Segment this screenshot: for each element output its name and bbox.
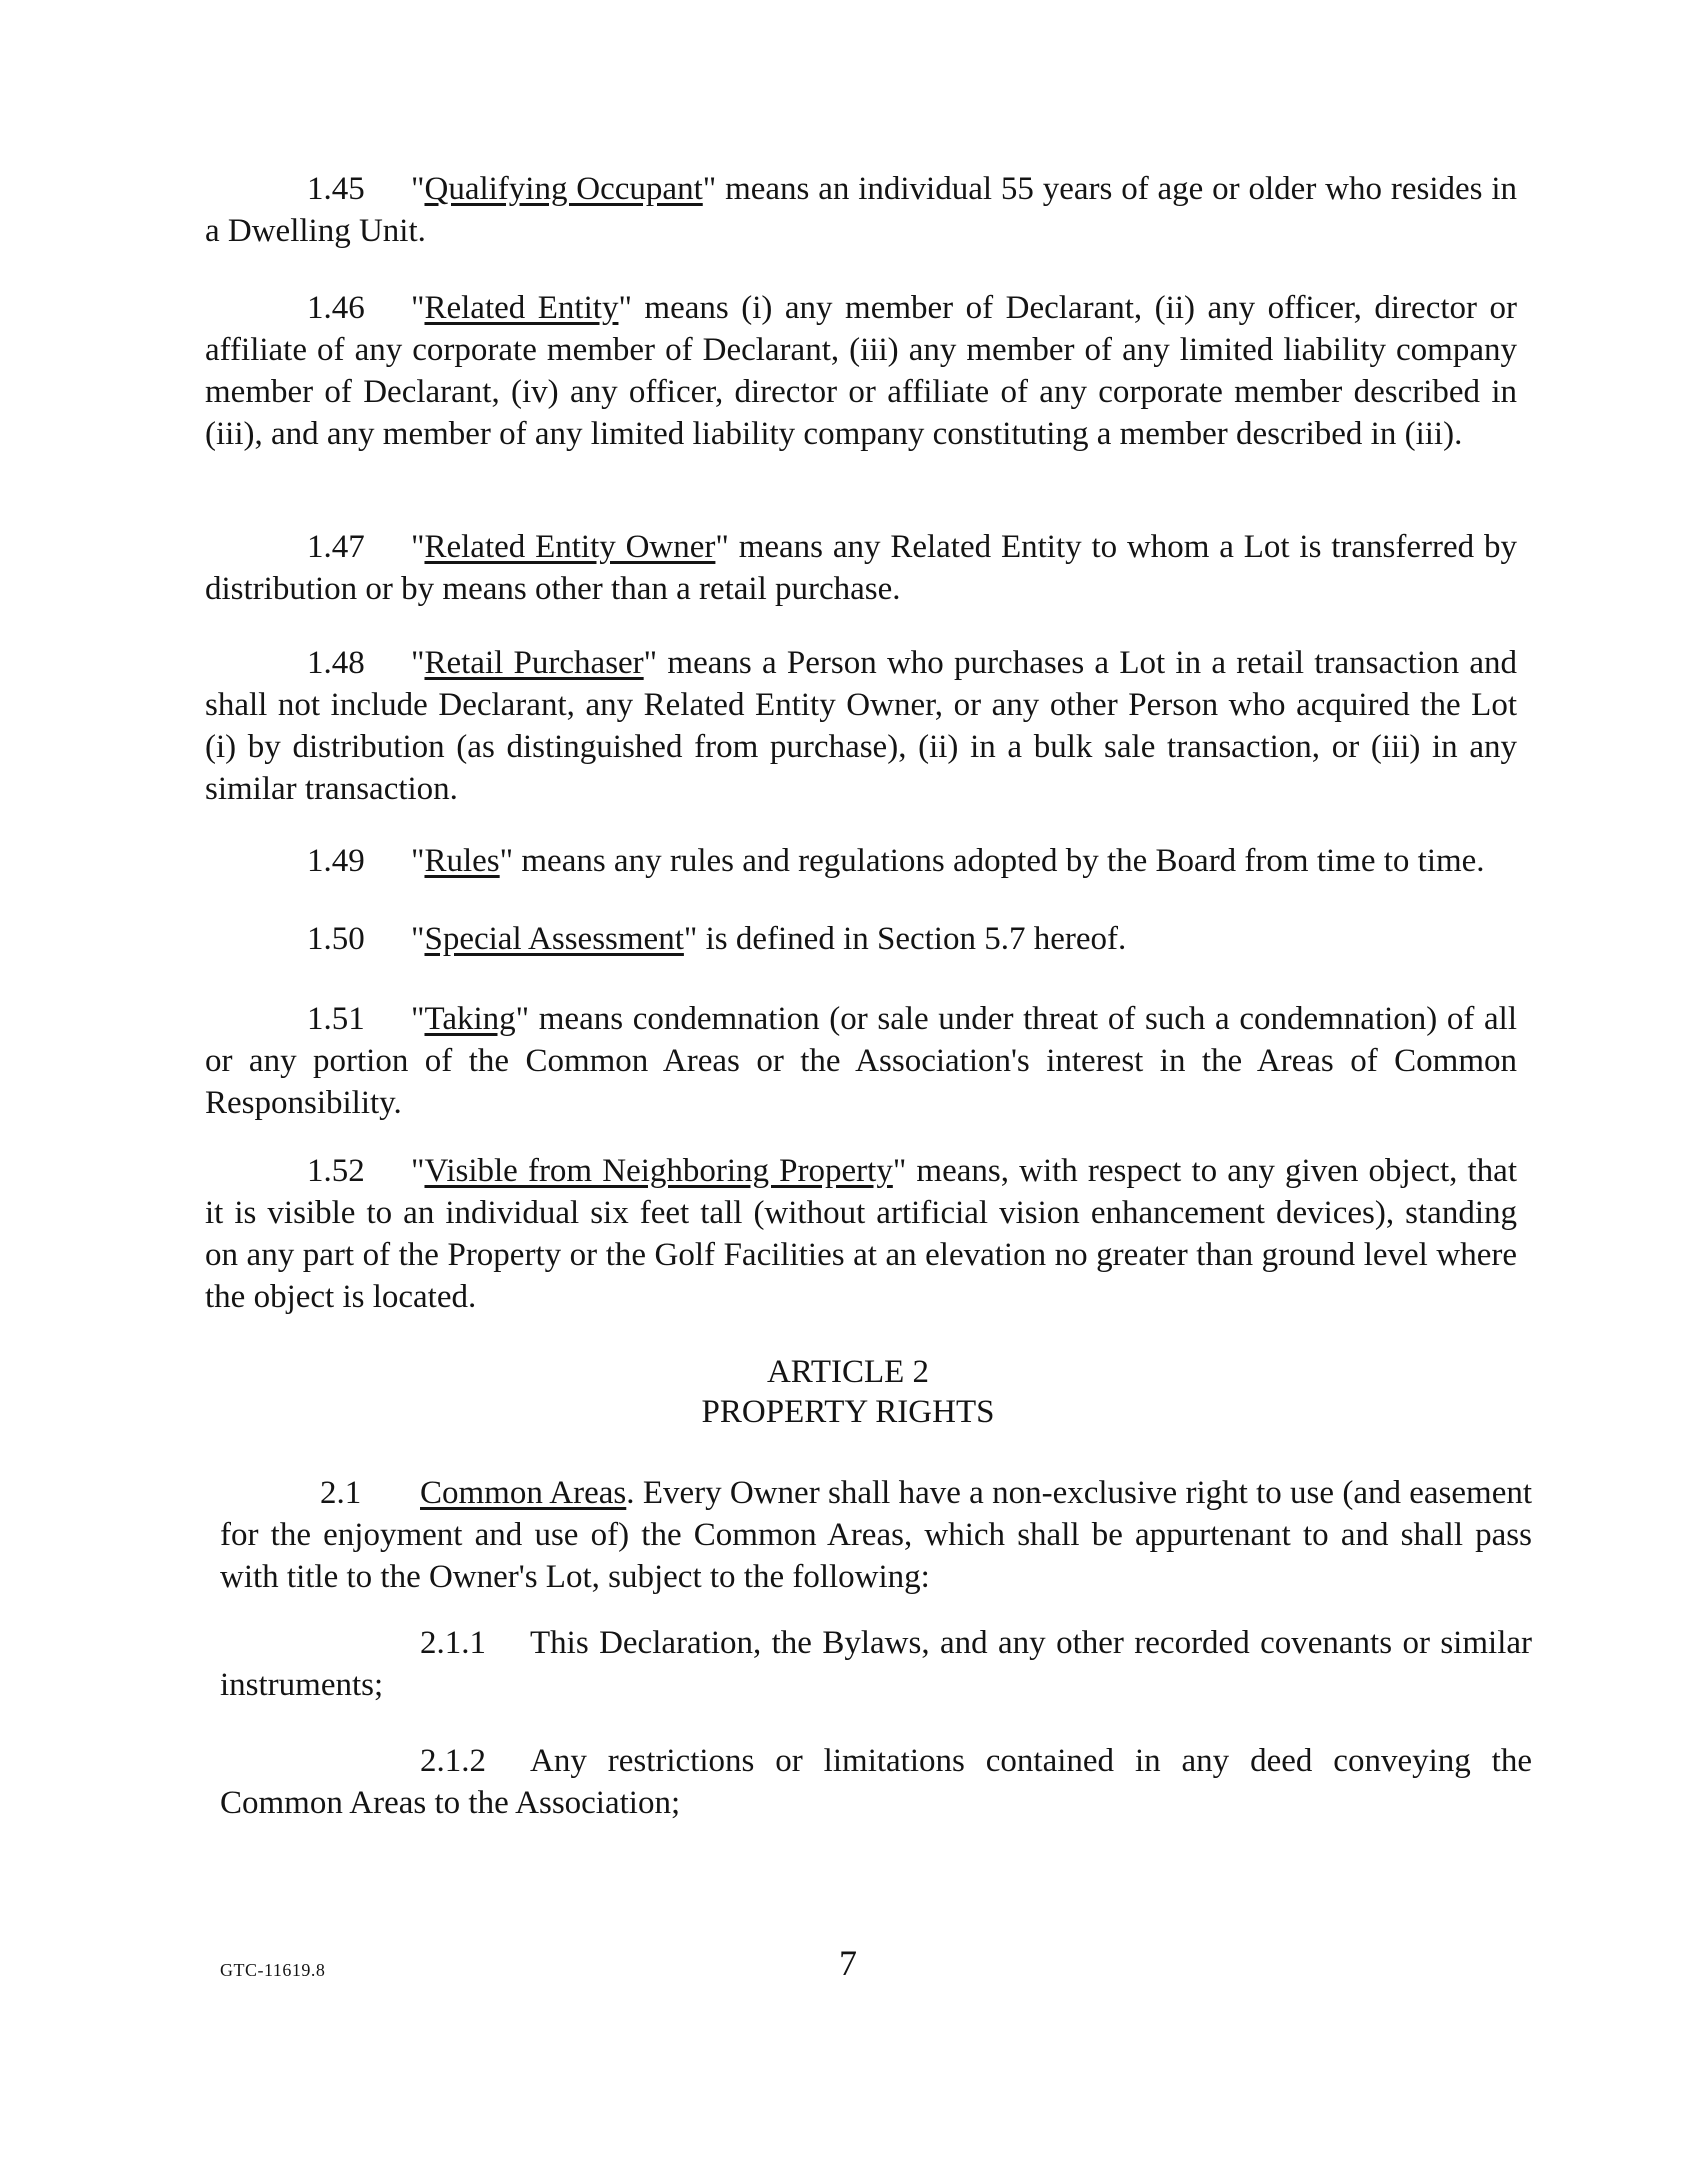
section-number: 1.51 <box>307 1001 365 1037</box>
page-number: 7 <box>839 1943 857 1983</box>
definition-text: " means any rules and regulations adopted by the Board from time to time. <box>499 843 1485 879</box>
defined-term: Special Assessment <box>424 921 684 957</box>
defined-term: Rules <box>424 843 500 879</box>
open-quote: " <box>411 171 425 207</box>
defined-term: Qualifying Occupant <box>424 171 703 207</box>
section-2-1 <box>220 1472 1532 1598</box>
definition-1-49 <box>205 840 1517 882</box>
article-title: PROPERTY RIGHTS <box>701 1394 995 1430</box>
subsection-text: Any restrictions or limitations contained in any deed conveying the Common Areas to the Association; <box>220 1743 1532 1821</box>
open-quote: " <box>411 1001 425 1037</box>
section-number: 1.48 <box>307 645 365 681</box>
defined-term: Related Entity <box>424 290 619 326</box>
section-heading: Common Areas <box>420 1475 627 1511</box>
section-number: 1.52 <box>307 1153 365 1189</box>
open-quote: " <box>411 921 425 957</box>
defined-term: Visible from Neighboring Property <box>424 1153 893 1189</box>
definition-text: " is defined in Section 5.7 hereof. <box>683 921 1127 957</box>
definition-text: " means an individual 55 years of age or older who resides in a Dwelling Unit. <box>205 171 1517 249</box>
subsection-number: 2.1.1 <box>420 1625 486 1661</box>
section-text: . Every Owner shall have a non-exclusive right to use (and easement for the enjoyment and use of) the Common Areas, which shall be appurtenant to and shall pass with title to the Owner's Lot, subject to the following: <box>220 1475 1533 1595</box>
definition-text: " means a Person who purchases a Lot in a retail transaction and shall not include Declarant, any Related Entity Owner, or any other Person who acquired the Lot (i) by distribution (as distinguished from purchase), (ii) in a bulk sale transaction, or (iii) in any similar transaction. <box>205 645 1517 807</box>
section-number: 1.49 <box>307 843 365 879</box>
section-number: 1.47 <box>307 529 365 565</box>
definition-text: " means any Related Entity to whom a Lot is transferred by distribution or by means other than a retail purchase. <box>205 529 1517 607</box>
section-number: 1.45 <box>307 171 365 207</box>
section-number: 2.1 <box>320 1475 362 1511</box>
definition-1-45 <box>205 168 1517 252</box>
definition-text: " means condemnation (or sale under threat of such a condemnation) of all or any portion of the Common Areas or the Association's interest in the Areas of Common Responsibility. <box>205 1001 1517 1121</box>
open-quote: " <box>411 529 425 565</box>
definition-1-52 <box>205 1150 1517 1318</box>
open-quote: " <box>411 290 425 326</box>
open-quote: " <box>411 843 425 879</box>
defined-term: Related Entity Owner <box>424 529 716 565</box>
open-quote: " <box>411 645 425 681</box>
subsection-2-1-2 <box>220 1740 1532 1824</box>
section-number: 1.46 <box>307 290 365 326</box>
article-heading: ARTICLE 2 <box>766 1354 930 1390</box>
subsection-text: This Declaration, the Bylaws, and any other recorded covenants or similar instruments; <box>220 1625 1532 1703</box>
document-code: GTC-11619.8 <box>220 1960 326 1980</box>
definition-1-48 <box>205 642 1517 810</box>
open-quote: " <box>411 1153 425 1189</box>
subsection-2-1-1 <box>220 1622 1532 1706</box>
subsection-number: 2.1.2 <box>420 1743 486 1779</box>
defined-term: Taking <box>424 1001 516 1037</box>
section-number: 1.50 <box>307 921 365 957</box>
definition-1-50 <box>205 918 1517 960</box>
definition-1-47 <box>205 526 1517 610</box>
definition-text: " means (i) any member of Declarant, (ii) any officer, director or affiliate of any corporate member of Declarant, (iii) any member of any limited liability company member of Declarant, (iv) any officer, director or affiliate of any corporate member described in (iii), and any member of any limited liability company constituting a member described in (iii). <box>205 290 1518 452</box>
defined-term: Retail Purchaser <box>424 645 644 681</box>
definition-text: " means, with respect to any given object, that it is visible to an individual six feet tall (without artificial vision enhancement devices), standing on any part of the Property or the Golf Facilities at an elevation no greater than ground level where the object is located. <box>205 1153 1517 1315</box>
definition-1-46 <box>205 287 1517 455</box>
definition-1-51 <box>205 998 1517 1124</box>
